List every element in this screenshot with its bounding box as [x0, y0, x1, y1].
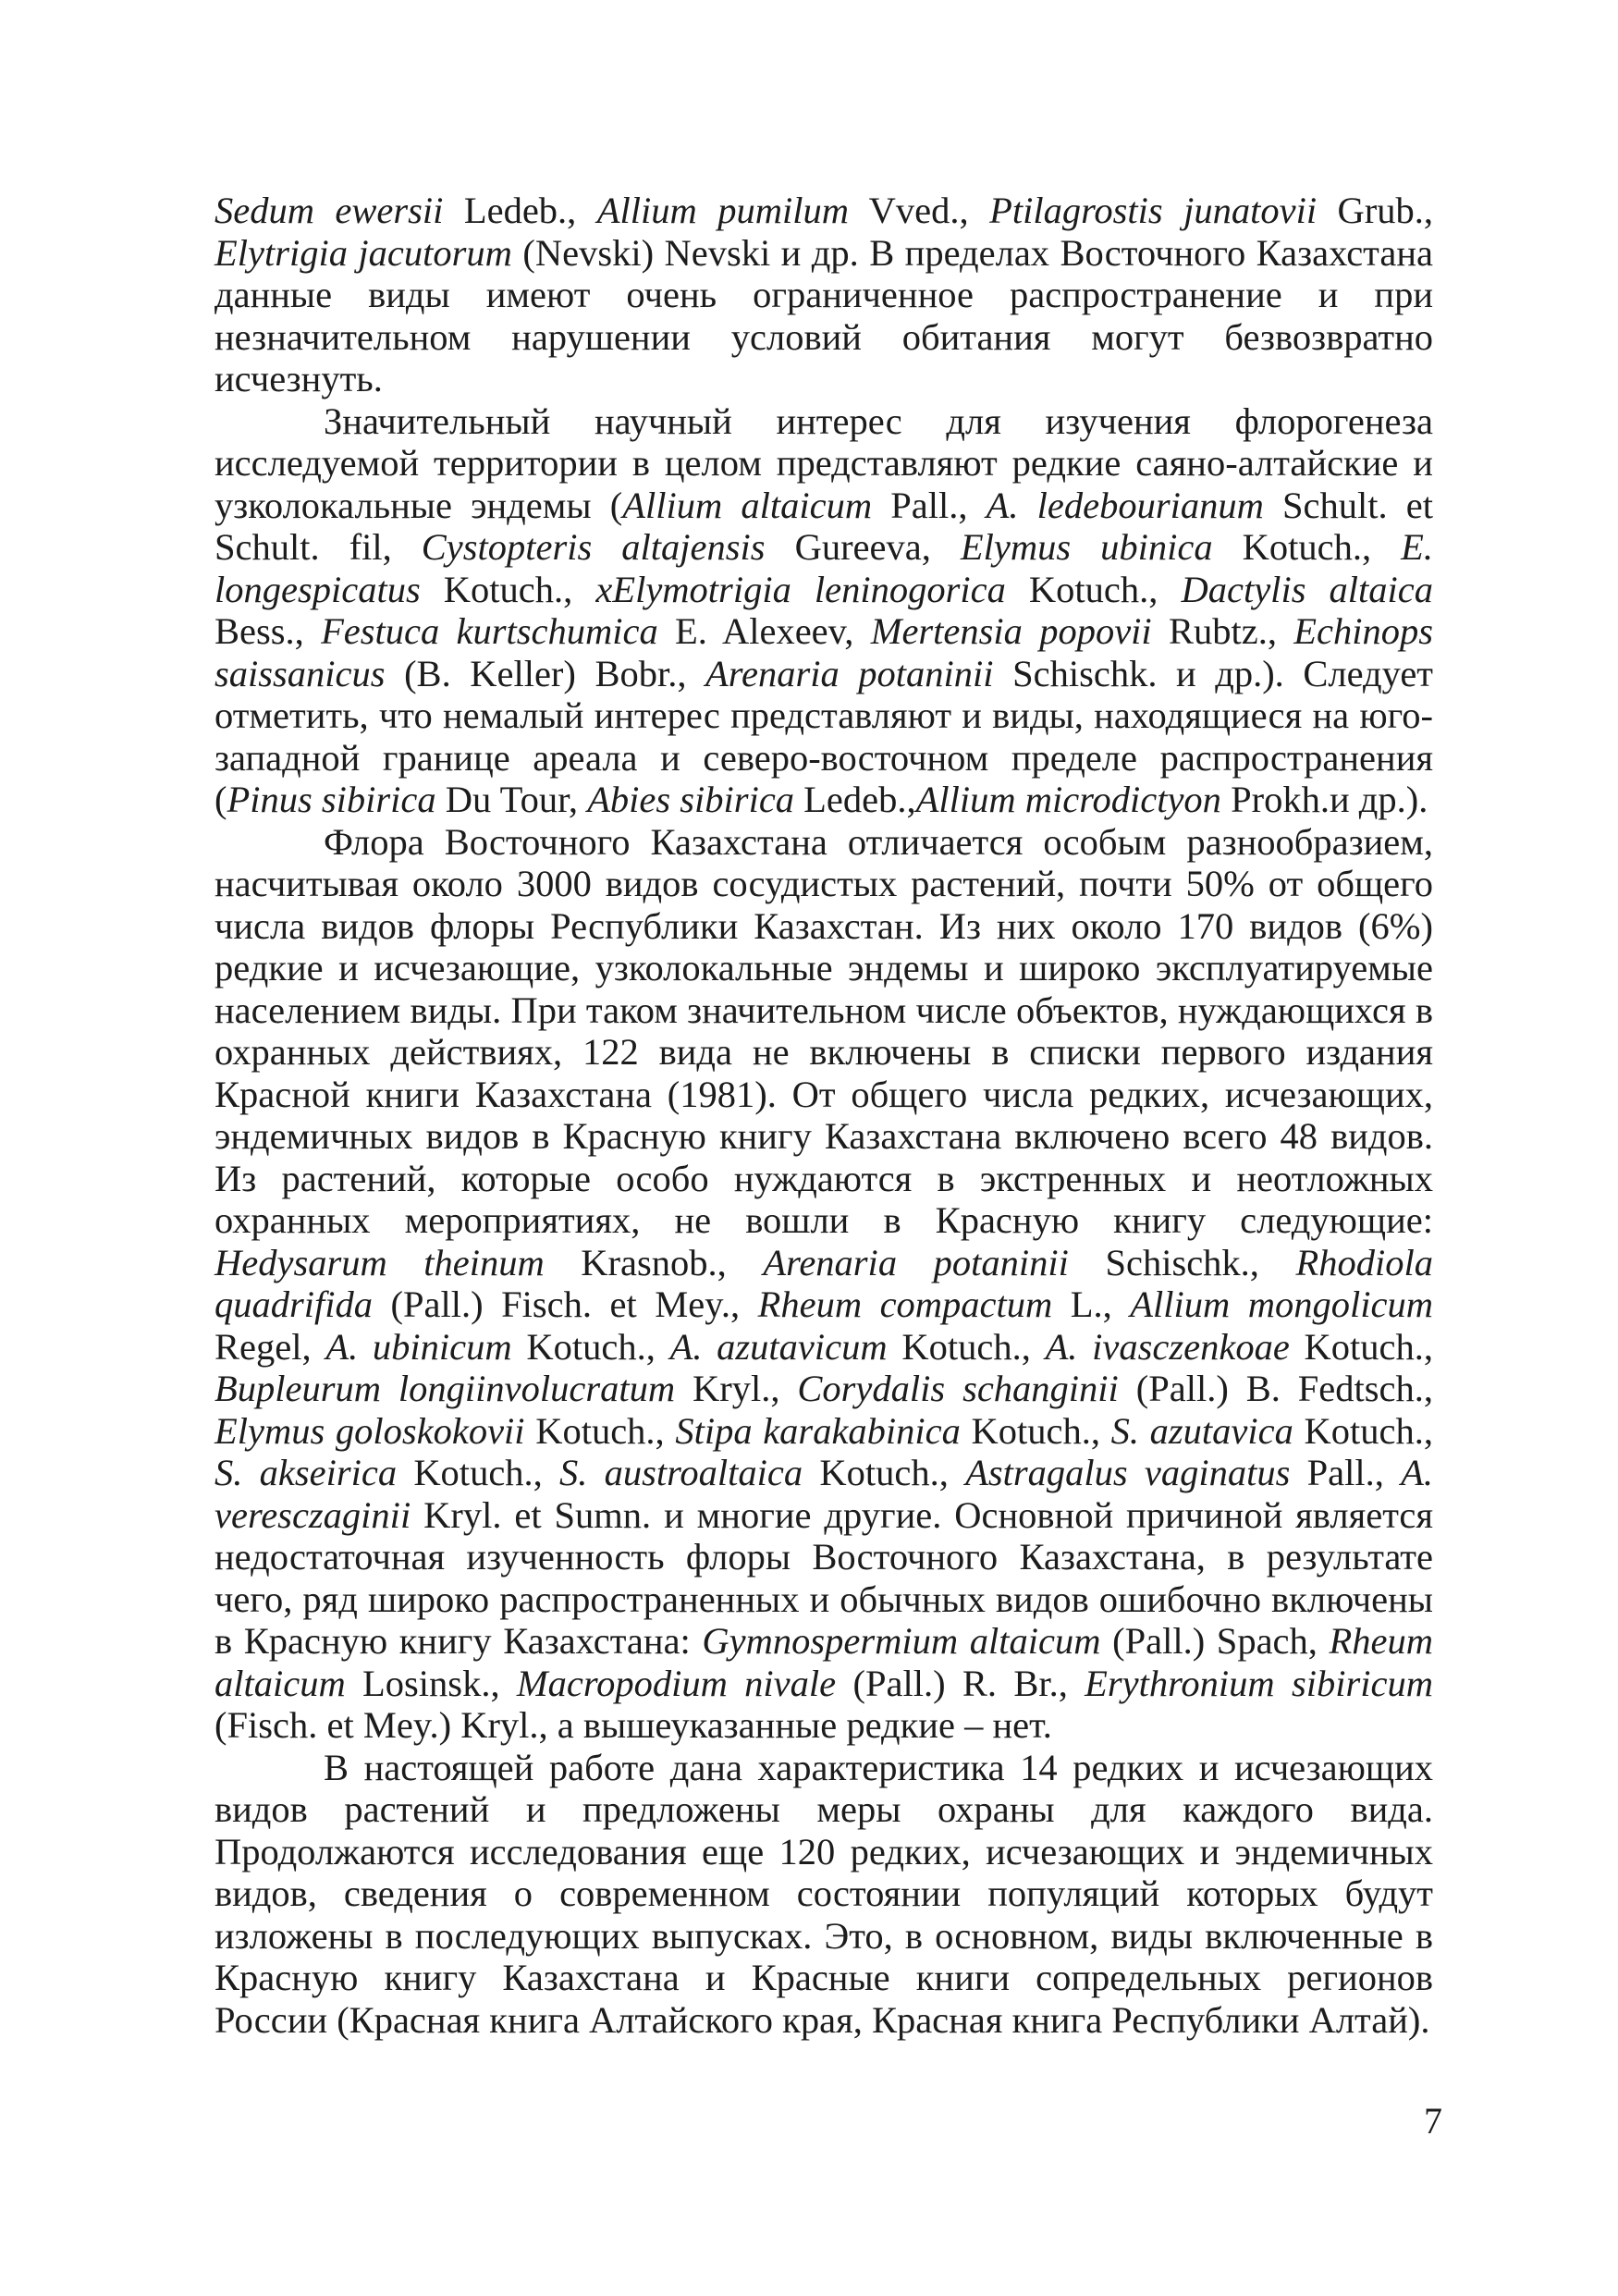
species-name: Mertensia popovii [870, 610, 1152, 652]
species-name: Elymus ubinica [960, 526, 1213, 568]
species-name: Rheum altaicum [215, 1620, 1433, 1704]
species-name: Dactylis altaica [1181, 568, 1434, 610]
text-run: (Pall.) Fisch. et Mey., [373, 1283, 758, 1325]
species-name: Allium microdictyon [915, 779, 1221, 820]
species-name: S. akseirica [215, 1452, 398, 1493]
text-run: (Fisch. et Mey.) Kryl., а вышеуказанные редкие – нет. [215, 1704, 1052, 1746]
text-run: Grub., [1317, 190, 1434, 231]
text-run: Kryl., [675, 1368, 798, 1409]
species-name: Bupleurum longiinvolucratum [215, 1368, 676, 1409]
text-run: Pall., [1290, 1452, 1402, 1493]
species-name: A. ivasczenkoae [1045, 1325, 1290, 1368]
paragraph-4 [215, 1747, 1433, 2042]
text-run: Kotuch., [1289, 1325, 1434, 1368]
species-name: Hedysarum theinum [215, 1241, 545, 1283]
species-name: S. azutavica [1110, 1409, 1293, 1452]
species-name: Arenaria potaninii [705, 652, 994, 694]
species-name: A. azutavicum [669, 1325, 888, 1368]
text-run: В настоящей работе дана характеристика 14 редких и исчезающих видов растений и предложены меры охраны для каждого вида. Продолжаются исследования еще 120 редких, исчезающих и эндемичных видов, сведения о современном состоянии популяций которых будут изложены в последующих выпусках. Это, в основном, виды включенные в Красную книгу Казахстана и Красные книги сопредельных регионов России (Красная книга Алтайского края, Красная книга Республики Алтай). [215, 1746, 1433, 2041]
paragraph-3 [215, 821, 1433, 1747]
text-run: Значительный научный интерес для изучения флорогенеза исследуемой территории в целом представляют редкие саяно-алтайские и узколокальные эндемы ( [215, 399, 1433, 526]
species-name: Rhodiola quadrifida [215, 1241, 1433, 1325]
species-name: A. veresczaginii [215, 1452, 1433, 1536]
text-run: Schischk. и др.). Следует отметить, что немалый интерес представляют и виды, находящиеся на юго-западной границе ареала и северо-восточном пределе распространения ( [215, 652, 1434, 820]
species-name: xElymotrigia leninogorica [595, 568, 1006, 610]
text-run: Schult. et Schult. fil, [215, 484, 1433, 568]
text-run: Kotuch., [511, 1325, 670, 1368]
species-name: Allium pumilum [596, 190, 849, 231]
species-name: Allium mongolicum [1130, 1283, 1433, 1325]
species-name: Macropodium nivale [516, 1662, 837, 1704]
body-text [215, 190, 1433, 2041]
text-run: Bess., [215, 610, 322, 652]
text-run: Gureeva, [765, 526, 961, 568]
text-run: Ledeb., [443, 190, 597, 231]
text-run: Rubtz., [1151, 610, 1294, 652]
text-run: (B. Keller) Bobr., [385, 652, 706, 694]
text-run: L., [1052, 1283, 1131, 1325]
text-run: Pall., [872, 484, 987, 526]
species-name: Sedum ewersii [215, 190, 444, 231]
text-run: Prokh.и др.). [1220, 779, 1428, 820]
text-run: Kryl. et Sumn. и многие другие. Основной причиной является недостаточная изученность флоры Восточного Казахстана, в результате чего, ряд широко распространенных и обычных видов ошибочно включены в Красную книгу Казахстана: [215, 1493, 1433, 1662]
text-run: Флора Восточного Казахстана отличается особым разнообразием, насчитывая около 3000 видов сосудистых растений, почти 50% от общего числа видов флоры Республики Казахстан. Из них около 170 видов (6%) редкие и исчезающие, узколокальные эндемы и широко эксплуатируемые населением виды. При таком значительном числе объектов, нуждающихся в охранных действиях, 122 вида не включены в списки первого издания Красной книги Казахстана (1981). От общего числа редких, исчезающих, эндемичных видов в Красную книгу Казахстана включено всего 48 видов. Из растений, которые особо нуждаются в экстренных и неотложных охранных мероприятиях, не вошли в Красную книгу следующие: [215, 820, 1433, 1241]
text-run: Kotuch., [960, 1409, 1111, 1452]
text-run: (Pall.) Spach, [1100, 1620, 1330, 1662]
text-run: (Pall.) R. Br., [836, 1662, 1085, 1704]
text-run: Kotuch., [1212, 526, 1402, 568]
text-run: Kotuch., [1005, 568, 1182, 610]
species-name: Ptilagrostis junatovii [989, 190, 1318, 231]
species-name: A. ubinicum [325, 1325, 512, 1368]
page-number: 7 [1424, 2100, 1442, 2142]
text-run: (Pall.) B. Fedtsch., [1118, 1368, 1434, 1409]
species-name: Pinus sibirica [227, 779, 436, 820]
text-run: Krasnob., [544, 1241, 764, 1283]
species-name: S. austroaltaica [559, 1452, 803, 1493]
species-name: Arenaria potaninii [763, 1241, 1069, 1283]
species-name: Gymnospermium altaicum [702, 1620, 1101, 1662]
species-name: Abies sibirica [587, 779, 795, 820]
species-name: Corydalis schanginii [797, 1368, 1119, 1409]
text-run: Kotuch., [420, 568, 596, 610]
species-name: Astragalus vaginatus [965, 1452, 1291, 1493]
species-name: Stipa karakabinica [675, 1409, 961, 1452]
species-name: Cystopteris altajensis [421, 526, 766, 568]
text-run: Du Tour, [435, 779, 588, 820]
species-name: Elymus goloskokovii [215, 1409, 525, 1452]
species-name: Festuca kurtschumica [321, 610, 658, 652]
species-name: Erythronium sibiricum [1085, 1662, 1433, 1704]
text-run: Schischk., [1068, 1241, 1296, 1283]
text-run: Kotuch., [524, 1409, 676, 1452]
species-name: Elytrigia jacutorum [215, 231, 512, 274]
text-run: Vved., [848, 190, 990, 231]
text-run: Kotuch., [803, 1452, 966, 1493]
text-run: (Nevski) Nevski и др. В пределах Восточного Казахстана данные виды имеют очень ограниченное распространение и при незначительном нарушении условий обитания могут безвозвратно исчезнуть. [215, 231, 1433, 399]
species-name: E. longespicatus [215, 526, 1434, 610]
species-name: A. ledebourianum [986, 484, 1264, 526]
text-run: Ledeb., [794, 779, 916, 820]
species-name: Rheum compactum [757, 1283, 1053, 1325]
text-run: E. Alexeev, [657, 610, 871, 652]
text-run: Losinsk., [345, 1662, 517, 1704]
species-name: Allium altaicum [622, 484, 873, 526]
text-run: Kotuch., [1293, 1409, 1434, 1452]
text-run: Regel, [215, 1325, 326, 1368]
text-run: Kotuch., [397, 1452, 560, 1493]
paragraph-1 [215, 190, 1433, 400]
text-run: Kotuch., [887, 1325, 1046, 1368]
paragraph-2 [215, 400, 1433, 821]
species-name: Echinops saissanicus [215, 610, 1434, 694]
